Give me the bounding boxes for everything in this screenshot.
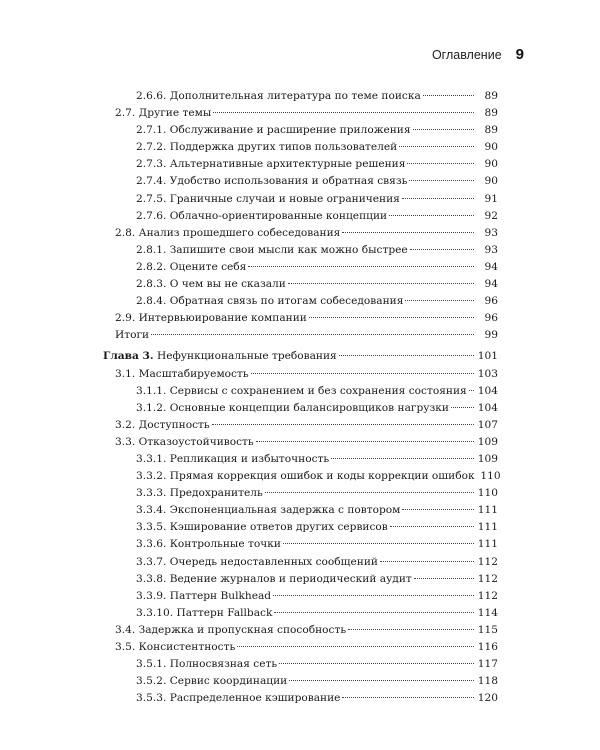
toc-entry-page: 111: [477, 504, 498, 517]
toc-entry-title: Дополнительная литература по теме поиска: [169, 90, 421, 102]
page-number: 9: [515, 46, 524, 63]
toc-entry-number: 3.3.5.: [136, 521, 167, 534]
toc-entry-title: Обратная связь по итогам собеседования: [169, 295, 404, 308]
toc-entry-number: 3.3.6.: [136, 538, 167, 551]
dot-leader: [213, 112, 474, 113]
toc-entry-label: [136, 173, 407, 190]
toc-entry-label: [103, 348, 337, 365]
toc-entry[interactable]: [0, 485, 600, 502]
dot-leader: [451, 407, 474, 408]
toc-entry-label: [136, 122, 411, 139]
toc-entry-title: Альтернативные архитектурные решения: [169, 158, 406, 171]
toc-entry-number: 2.7.1.: [136, 124, 167, 137]
toc-entry-title: Облачно-ориентированные концепции: [169, 209, 388, 222]
toc-entry[interactable]: [0, 502, 600, 519]
toc-entry-title: Оцените себя: [169, 260, 247, 273]
toc-entry-title: Экспоненциальная задержка с повтором: [169, 504, 401, 517]
toc-entry-title: Задержка и пропускная способность: [138, 623, 347, 636]
dot-leader: [390, 526, 474, 527]
toc-entry-page: 116: [477, 641, 498, 653]
toc-entry-title: Поддержка других типов пользователей: [169, 141, 398, 154]
toc-entry-page: 117: [477, 658, 498, 671]
dot-leader: [423, 95, 474, 96]
toc-entry-page: 96: [484, 312, 498, 325]
toc-entry-number: 2.7.4.: [136, 175, 167, 188]
toc-entry-label: [136, 156, 405, 173]
toc-entry-number: 3.3.10.: [136, 606, 174, 619]
dot-leader: [279, 663, 474, 664]
toc-entry[interactable]: [0, 468, 600, 485]
toc-entry[interactable]: [0, 156, 600, 173]
toc-entry-page: 90: [484, 158, 498, 171]
dot-leader: [410, 249, 474, 250]
dot-leader: [348, 629, 474, 630]
toc-entry-label: [136, 191, 400, 208]
toc-entry-title: Отказоустойчивость: [138, 435, 254, 448]
toc-entry[interactable]: [0, 605, 600, 622]
toc-entry-page: 103: [477, 367, 498, 380]
toc-entry-number: 3.5.: [115, 641, 136, 653]
toc-entry-number: 2.8.2.: [136, 260, 167, 273]
toc-entry-title: Сервис координации: [169, 675, 288, 688]
dot-leader: [469, 390, 474, 391]
toc-entry-title: Нефункциональные требования: [157, 350, 337, 363]
toc-entry-title: Консистентность: [138, 641, 236, 653]
toc-entry-number: 3.3.9.: [136, 589, 167, 602]
toc-entry-title: Граничные случаи и новые ограничения: [169, 192, 400, 205]
toc-entry-label: [136, 673, 287, 690]
toc-entry[interactable]: [0, 673, 600, 690]
toc-entry[interactable]: [0, 383, 600, 400]
toc-entry-page: 89: [484, 107, 498, 120]
toc-entry-page: 109: [477, 452, 498, 465]
toc-entry-number: 2.7.3.: [136, 158, 167, 171]
toc-entry-label: [136, 588, 271, 605]
toc-entry-label: [136, 276, 286, 293]
toc-entry[interactable]: [0, 105, 600, 122]
toc-entry-label: [136, 656, 277, 673]
toc-entry-page: 112: [477, 589, 498, 602]
toc-entry[interactable]: [0, 173, 600, 190]
toc-entry[interactable]: [0, 242, 600, 259]
toc-entry-title: Распределенное кэширование: [169, 692, 341, 705]
toc-entry-number: 2.6.6.: [136, 90, 167, 102]
toc-entry-page: 92: [484, 209, 498, 222]
toc-entry[interactable]: [0, 139, 600, 156]
toc-entry-number: 2.8.1.: [136, 243, 167, 256]
dot-leader: [212, 424, 474, 425]
toc-entry[interactable]: [0, 536, 600, 553]
toc-entry-label: [136, 451, 329, 468]
toc-entry[interactable]: [0, 588, 600, 605]
dot-leader: [342, 697, 474, 698]
toc-entry-number: 3.5.3.: [136, 692, 167, 705]
toc-entry-number: 3.1.: [115, 367, 136, 380]
toc-entry[interactable]: [0, 208, 600, 225]
toc-entry[interactable]: [0, 622, 600, 639]
toc-entry-title: Паттерн Bulkhead: [169, 589, 272, 602]
dot-leader: [399, 146, 474, 147]
toc-entry-number: 3.3.7.: [136, 555, 167, 568]
toc-entry-page: 89: [484, 90, 498, 102]
toc-entry-label: [136, 485, 263, 502]
toc-entry[interactable]: [0, 690, 600, 707]
toc-entry-title: Кэширование ответов других сервисов: [169, 521, 388, 534]
toc-entry-title: Очередь недоставленных сообщений: [169, 555, 378, 568]
dot-leader: [309, 317, 474, 318]
toc-entry[interactable]: [0, 259, 600, 276]
toc-entry[interactable]: [0, 327, 600, 344]
toc-entry-page: 111: [477, 538, 498, 551]
table-of-contents: [0, 88, 600, 707]
toc-entry[interactable]: [0, 122, 600, 139]
dot-leader: [256, 441, 474, 442]
toc-entry-page: 94: [484, 278, 498, 291]
toc-entry-page: 104: [477, 384, 498, 397]
toc-entry-label: [136, 536, 281, 553]
dot-leader: [413, 129, 474, 130]
toc-entry-number: 3.3.8.: [136, 572, 167, 585]
toc-entry-title: Репликация и избыточность: [169, 452, 330, 465]
toc-entry-page: 90: [484, 175, 498, 188]
toc-entry-page: 114: [477, 606, 498, 619]
toc-entry-label: [115, 327, 149, 344]
toc-entry-label: [136, 605, 272, 622]
toc-entry-page: 118: [477, 675, 498, 688]
dot-leader: [339, 355, 474, 356]
dot-leader: [331, 458, 474, 459]
toc-entry-title: Контрольные точки: [169, 538, 281, 551]
toc-entry[interactable]: [0, 519, 600, 536]
toc-entry[interactable]: [0, 417, 600, 434]
toc-entry-page: 107: [477, 418, 498, 431]
toc-entry-number: Глава 3.: [103, 350, 154, 363]
dot-leader: [274, 612, 474, 613]
toc-entry-label: [136, 259, 246, 276]
dot-leader: [251, 373, 474, 374]
toc-entry[interactable]: [0, 88, 600, 105]
toc-entry-label: [136, 208, 387, 225]
toc-entry-number: 3.5.1.: [136, 658, 167, 671]
toc-entry[interactable]: [0, 451, 600, 468]
toc-entry-label: [136, 468, 475, 485]
toc-entry[interactable]: [0, 400, 600, 417]
toc-entry-title: Доступность: [138, 418, 210, 431]
dot-leader: [237, 646, 474, 647]
toc-entry-title: Итоги: [115, 329, 150, 342]
dot-leader: [414, 578, 474, 579]
toc-entry-label: [115, 622, 346, 639]
toc-entry-label: [115, 225, 340, 242]
toc-entry-label: [115, 639, 235, 656]
toc-entry-label: [136, 88, 421, 105]
toc-entry-page: 99: [484, 329, 498, 342]
toc-entry-page: 93: [484, 243, 498, 256]
dot-leader: [380, 561, 474, 562]
toc-entry-number: 3.3.3.: [136, 487, 167, 500]
dot-leader: [402, 198, 474, 199]
toc-entry-page: 112: [477, 572, 498, 585]
dot-leader: [283, 543, 474, 544]
toc-entry[interactable]: [0, 639, 600, 656]
toc-entry-page: 112: [477, 555, 498, 568]
toc-entry-label: [115, 105, 211, 122]
toc-entry-number: 2.7.2.: [136, 141, 167, 154]
toc-entry-page: 101: [477, 350, 498, 363]
toc-entry-page: 94: [484, 260, 498, 273]
toc-entry-title: Основные концепции балансировщиков нагрузки: [169, 401, 449, 414]
toc-entry-page: 91: [484, 192, 498, 205]
toc-entry-label: [136, 502, 400, 519]
toc-entry-title: Другие темы: [138, 107, 212, 120]
toc-entry-title: Обслуживание и расширение приложения: [169, 124, 411, 137]
toc-entry-title: Запишите свои мысли как можно быстрее: [169, 243, 408, 256]
toc-entry-number: 2.7.: [115, 107, 136, 120]
dot-leader: [407, 163, 474, 164]
toc-entry-title: Паттерн Fallback: [176, 606, 273, 619]
toc-entry-title: Интервьюирование компании: [138, 312, 307, 325]
dot-leader: [151, 334, 474, 335]
toc-entry[interactable]: [0, 434, 600, 451]
toc-entry-page: 96: [484, 295, 498, 308]
toc-entry-title: Масштабируемость: [138, 367, 249, 380]
running-header: [432, 46, 524, 63]
toc-entry-number: 2.9.: [115, 312, 136, 325]
toc-entry-label: [136, 571, 412, 588]
toc-entry-number: 3.3.: [115, 435, 136, 448]
dot-leader: [288, 283, 474, 284]
toc-entry-label: [115, 366, 249, 383]
toc-entry-page: 109: [477, 435, 498, 448]
toc-entry-number: 2.8.: [115, 226, 136, 239]
dot-leader: [342, 232, 474, 233]
toc-entry-title: О чем вы не сказали: [169, 278, 286, 291]
toc-entry-number: 3.3.4.: [136, 504, 167, 517]
toc-entry-number: 3.3.2.: [136, 470, 167, 483]
toc-entry[interactable]: [0, 191, 600, 208]
toc-entry-number: 2.8.3.: [136, 278, 167, 291]
toc-entry[interactable]: [0, 225, 600, 242]
toc-entry-label: [136, 690, 340, 707]
toc-entry-page: 104: [477, 401, 498, 414]
toc-entry-page: 93: [484, 226, 498, 239]
toc-entry-page: 120: [477, 692, 498, 705]
toc-entry[interactable]: [0, 366, 600, 383]
toc-entry-number: 2.7.5.: [136, 192, 167, 205]
toc-entry-label: [136, 554, 378, 571]
toc-chapter-entry[interactable]: [0, 348, 600, 365]
dot-leader: [409, 180, 474, 181]
dot-leader: [273, 595, 474, 596]
dot-leader: [289, 680, 474, 681]
toc-entry-title: Ведение журналов и периодический аудит: [169, 572, 412, 585]
toc-entry[interactable]: [0, 571, 600, 588]
toc-entry-page: 110: [480, 470, 501, 483]
toc-entry-number: 2.8.4.: [136, 295, 167, 308]
toc-entry-label: [136, 400, 449, 417]
toc-entry-label: [136, 519, 388, 536]
toc-entry-label: [136, 293, 403, 310]
toc-entry-title: Прямая коррекция ошибок и коды коррекции ошибок: [169, 470, 475, 483]
toc-entry-label: [115, 310, 307, 327]
toc-entry-title: Полносвязная сеть: [169, 658, 278, 671]
dot-leader: [402, 509, 474, 510]
toc-entry-page: 115: [477, 623, 498, 636]
toc-entry-label: [136, 139, 397, 156]
toc-entry-page: 89: [484, 124, 498, 137]
toc-entry-number: 3.1.2.: [136, 401, 167, 414]
toc-entry[interactable]: [0, 276, 600, 293]
toc-entry-number: 3.5.2.: [136, 675, 167, 688]
toc-entry-number: 3.3.1.: [136, 452, 167, 465]
toc-entry-page: 110: [477, 487, 498, 500]
toc-entry-page: 90: [484, 141, 498, 154]
toc-entry-title: Удобство использования и обратная связь: [169, 175, 408, 188]
toc-entry-number: 3.2.: [115, 418, 136, 431]
dot-leader: [405, 300, 474, 301]
toc-entry[interactable]: [0, 554, 600, 571]
toc-entry[interactable]: [0, 310, 600, 327]
toc-entry[interactable]: [0, 656, 600, 673]
dot-leader: [389, 215, 474, 216]
dot-leader: [248, 266, 474, 267]
toc-entry-label: [115, 417, 210, 434]
toc-entry-page: 111: [477, 521, 498, 534]
toc-entry[interactable]: [0, 293, 600, 310]
toc-entry-label: [115, 434, 254, 451]
toc-entry-title: Предохранитель: [169, 487, 263, 500]
toc-entry-label: [136, 242, 408, 259]
toc-entry-title: Сервисы с сохранением и без сохранения состояния: [169, 384, 467, 397]
toc-entry-label: [136, 383, 467, 400]
toc-entry-number: 2.7.6.: [136, 209, 167, 222]
running-header-title: Оглавление: [431, 48, 502, 62]
toc-entry-number: 3.4.: [115, 623, 136, 636]
dot-leader: [265, 492, 474, 493]
toc-entry-number: 3.1.1.: [136, 384, 167, 397]
toc-entry-title: Анализ прошедшего собеседования: [138, 226, 341, 239]
